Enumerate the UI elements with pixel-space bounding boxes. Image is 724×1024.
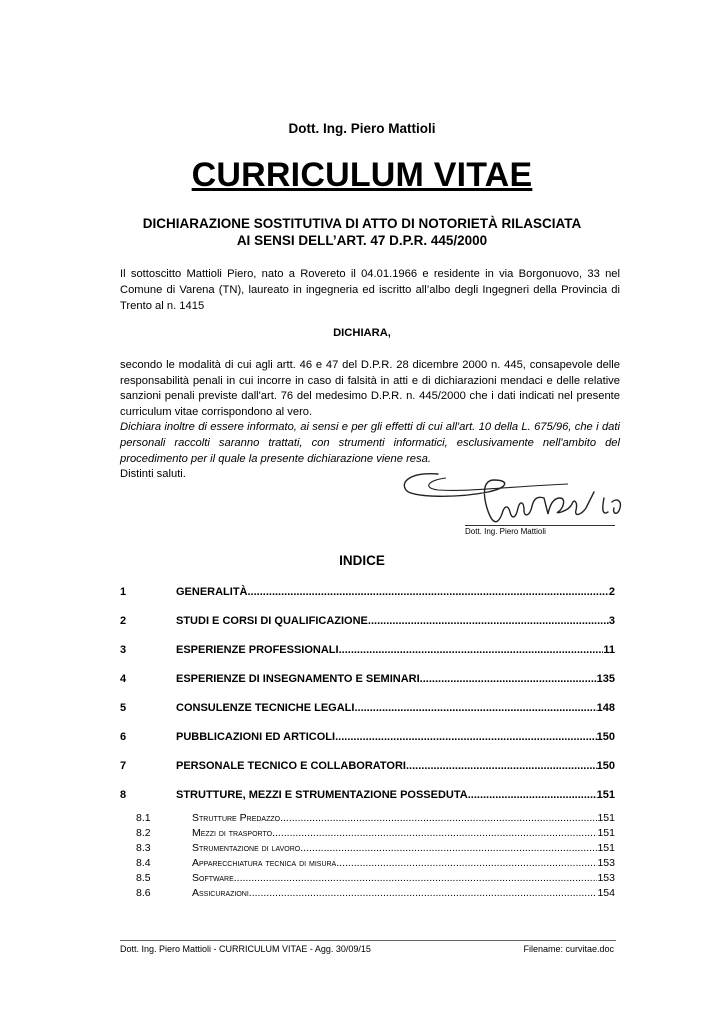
index-title: INDICE bbox=[339, 553, 385, 568]
toc-entry[interactable] bbox=[120, 673, 615, 689]
toc-page: 11 bbox=[603, 644, 615, 656]
toc-subnumber: 8.5 bbox=[136, 872, 151, 884]
toc-page: 151 bbox=[596, 789, 615, 801]
toc-leader bbox=[339, 644, 604, 656]
toc-subtitle: Mezzi di trasporto bbox=[192, 827, 273, 839]
toc-entry[interactable] bbox=[120, 615, 615, 631]
toc-leader bbox=[354, 702, 596, 714]
toc-entry[interactable] bbox=[120, 702, 615, 718]
toc-leader bbox=[368, 615, 609, 627]
subtitle-line-1: DICHIARAZIONE SOSTITUTIVA DI ATTO DI NOTORIETÀ RILASCIATA bbox=[142, 216, 582, 231]
subtitle-line-2: AI SENSI DELL’ART. 47 D.P.R. 445/2000 bbox=[236, 233, 488, 248]
footer-left: Dott. Ing. Piero Mattioli - CURRICULUM VITAE - Agg. 30/09/15 bbox=[120, 944, 371, 954]
document-subtitle bbox=[0, 215, 724, 249]
toc-leader bbox=[335, 731, 597, 743]
toc-leader bbox=[234, 872, 598, 884]
toc-subtitle: Software bbox=[192, 872, 234, 884]
signature-name: Dott. Ing. Piero Mattioli bbox=[465, 527, 546, 536]
toc-subnumber: 8.1 bbox=[136, 812, 151, 824]
toc-entry[interactable] bbox=[120, 731, 615, 747]
toc-title: CONSULENZE TECNICHE LEGALI bbox=[176, 702, 355, 714]
declares-heading: DICHIARA, bbox=[333, 327, 391, 339]
toc-leader bbox=[468, 789, 597, 801]
toc-subpage: 153 bbox=[597, 872, 615, 884]
toc-number: 7 bbox=[120, 760, 127, 772]
toc-subtitle: Strumentazione di lavoro bbox=[192, 842, 301, 854]
toc-number: 4 bbox=[120, 673, 127, 685]
toc-leader bbox=[248, 586, 609, 598]
toc-leader bbox=[249, 887, 598, 899]
toc-subpage: 153 bbox=[597, 857, 615, 869]
declaration-body bbox=[120, 358, 620, 483]
toc-subnumber: 8.3 bbox=[136, 842, 151, 854]
toc-leader bbox=[406, 760, 597, 772]
toc-number: 5 bbox=[120, 702, 127, 714]
footer-divider bbox=[120, 940, 616, 941]
toc-subtitle: Assicurazioni bbox=[192, 887, 249, 899]
toc-entry[interactable] bbox=[120, 789, 615, 805]
toc-number: 3 bbox=[120, 644, 127, 656]
document-title: CURRICULUM VITAE bbox=[191, 156, 533, 194]
toc-subentry[interactable] bbox=[136, 827, 615, 841]
toc-subentry[interactable] bbox=[136, 887, 615, 901]
toc-subentry[interactable] bbox=[136, 842, 615, 856]
closing-greeting: Distinti saluti. bbox=[120, 468, 186, 481]
toc-subentry[interactable] bbox=[136, 857, 615, 871]
toc-subnumber: 8.4 bbox=[136, 857, 151, 869]
toc-page: 2 bbox=[608, 586, 615, 598]
toc-page: 3 bbox=[608, 615, 615, 627]
toc-title: STRUTTURE, MEZZI E STRUMENTAZIONE POSSEDUTA bbox=[176, 789, 468, 801]
toc-subtitle: Strutture Predazzo bbox=[192, 812, 281, 824]
toc-entry[interactable] bbox=[120, 586, 615, 602]
toc-subnumber: 8.2 bbox=[136, 827, 151, 839]
toc-subentry[interactable] bbox=[136, 812, 615, 826]
toc-entry[interactable] bbox=[120, 760, 615, 776]
toc-number: 6 bbox=[120, 731, 127, 743]
toc-subpage: 154 bbox=[597, 887, 615, 899]
toc-subnumber: 8.6 bbox=[136, 887, 151, 899]
toc-title: PUBBLICAZIONI ED ARTICOLI bbox=[176, 731, 336, 743]
toc-leader bbox=[420, 673, 597, 685]
toc-title: STUDI E CORSI DI QUALIFICAZIONE bbox=[176, 615, 368, 627]
handwritten-signature bbox=[398, 468, 630, 530]
toc-title: PERSONALE TECNICO E COLLABORATORI bbox=[176, 760, 406, 772]
declaration-paragraph: secondo le modalità di cui agli artt. 46 e 47 del D.P.R. 28 dicembre 2000 n. 445, consapevole delle responsabilità penali in cui incorre in caso di falsità in atti e di dichiarazioni mendaci e delle relative sanzioni penali previste dall'art. 76 del medesimo D.P.R. n. 445/2000 che i dati indicati nel presente curriculum vitae corrispondono al vero. bbox=[120, 359, 620, 418]
toc-title: ESPERIENZE DI INSEGNAMENTO E SEMINARI bbox=[176, 673, 420, 685]
toc-number: 1 bbox=[120, 586, 127, 598]
signature-line bbox=[465, 525, 615, 526]
footer-right: Filename: curvitae.doc bbox=[523, 944, 614, 954]
intro-paragraph: Il sottoscitto Mattioli Piero, nato a Rovereto il 04.01.1966 e residente in via Borgonuovo, 33 nel Comune di Varena (TN), laureato in ingegneria ed iscritto all’albo degli Ingegneri della Provincia di Trento al n. 1415 bbox=[120, 268, 620, 312]
toc-title: ESPERIENZE PROFESSIONALI bbox=[176, 644, 339, 656]
privacy-paragraph: Dichiara inoltre di essere informato, ai sensi e per gli effetti di cui all'art. 10 della L. 675/96, che i dati personali raccolti saranno trattati, con strumenti informatici, esclusivamente nell'ambito del procedimento per il quale la presente dichiarazione viene resa. bbox=[120, 421, 620, 465]
toc-title: GENERALITÀ bbox=[176, 586, 248, 598]
toc-subpage: 151 bbox=[597, 842, 615, 854]
toc-page: 148 bbox=[596, 702, 615, 714]
toc-number: 2 bbox=[120, 615, 127, 627]
toc-page: 150 bbox=[596, 731, 615, 743]
toc-leader bbox=[280, 812, 597, 824]
toc-subentry[interactable] bbox=[136, 872, 615, 886]
toc-subpage: 151 bbox=[597, 827, 615, 839]
author-name: Dott. Ing. Piero Mattioli bbox=[288, 121, 436, 136]
toc-entry[interactable] bbox=[120, 644, 615, 660]
toc-leader bbox=[272, 827, 597, 839]
toc-page: 135 bbox=[596, 673, 615, 685]
toc-leader bbox=[336, 857, 597, 869]
toc-subpage: 151 bbox=[597, 812, 615, 824]
toc-page: 150 bbox=[596, 760, 615, 772]
toc-number: 8 bbox=[120, 789, 127, 801]
toc-leader bbox=[300, 842, 597, 854]
toc-subtitle: Apparecchiatura tecnica di misura bbox=[192, 857, 337, 869]
